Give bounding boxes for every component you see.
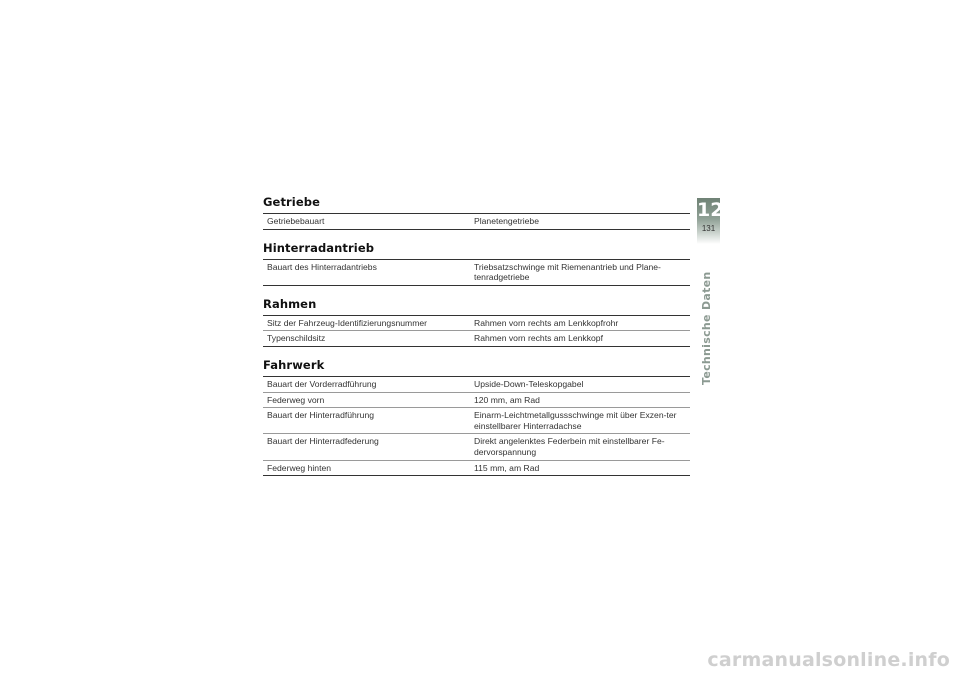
spec-value: Planetengetriebe bbox=[467, 214, 690, 230]
spec-value: 115 mm, am Rad bbox=[467, 460, 690, 476]
spec-key: Bauart der Vorderradführung bbox=[263, 376, 467, 392]
section-fahrwerk bbox=[263, 358, 690, 476]
spec-value: Rahmen vorn rechts am Lenkkopfrohr bbox=[467, 315, 690, 331]
section-title: Getriebe bbox=[263, 195, 320, 209]
section-title: Rahmen bbox=[263, 296, 317, 311]
spec-key: Bauart der Hinterradführung bbox=[263, 408, 467, 434]
table-row bbox=[263, 460, 690, 476]
spec-value: Triebsatzschwinge mit Riemenantrieb und Plane-tenradgetriebe bbox=[467, 259, 690, 285]
table-row bbox=[263, 214, 690, 230]
section-rahmen bbox=[263, 297, 690, 347]
spec-key: Bauart der Hinterradfederung bbox=[263, 434, 467, 460]
spec-value: Direkt angelenktes Federbein mit einstellbarer Fe-dervorspannung bbox=[467, 434, 690, 460]
table-row bbox=[263, 331, 690, 347]
spec-table bbox=[263, 376, 690, 476]
watermark: carmanualsonline.info bbox=[707, 649, 950, 671]
spec-key: Bauart des Hinterradantriebs bbox=[263, 259, 467, 285]
table-row bbox=[263, 408, 690, 434]
table-row bbox=[263, 376, 690, 392]
table-row bbox=[263, 434, 690, 460]
chapter-number: 12 bbox=[697, 199, 724, 221]
spec-key: Typenschildsitz bbox=[263, 331, 467, 347]
spec-content bbox=[263, 195, 690, 487]
spec-value: Rahmen vorn rechts am Lenkkopf bbox=[467, 331, 690, 347]
spec-key: Sitz der Fahrzeug-Identifizierungsnummer bbox=[263, 315, 467, 331]
section-title: Hinterradantrieb bbox=[263, 240, 375, 255]
section-hinterradantrieb bbox=[263, 241, 690, 286]
table-row bbox=[263, 315, 690, 331]
table-row bbox=[263, 392, 690, 408]
spec-value: Einarm-Leichtmetallgussschwinge mit über Exzen-ter einstellbarer Hinterradachse bbox=[467, 408, 690, 434]
spec-table bbox=[263, 259, 690, 286]
page-number: 131 bbox=[701, 224, 716, 233]
chapter-tab bbox=[697, 198, 724, 244]
section-getriebe bbox=[263, 195, 690, 230]
spec-key: Getriebebauart bbox=[263, 214, 467, 230]
spec-table bbox=[263, 213, 690, 230]
table-row bbox=[263, 259, 690, 285]
spec-key: Federweg hinten bbox=[263, 460, 467, 476]
spec-value: 120 mm, am Rad bbox=[467, 392, 690, 408]
spec-key: Federweg vorn bbox=[263, 392, 467, 408]
section-title: Fahrwerk bbox=[263, 357, 325, 372]
chapter-title: Technische Daten bbox=[700, 271, 713, 385]
spec-table bbox=[263, 315, 690, 347]
spec-value: Upside-Down-Teleskopgabel bbox=[467, 376, 690, 392]
